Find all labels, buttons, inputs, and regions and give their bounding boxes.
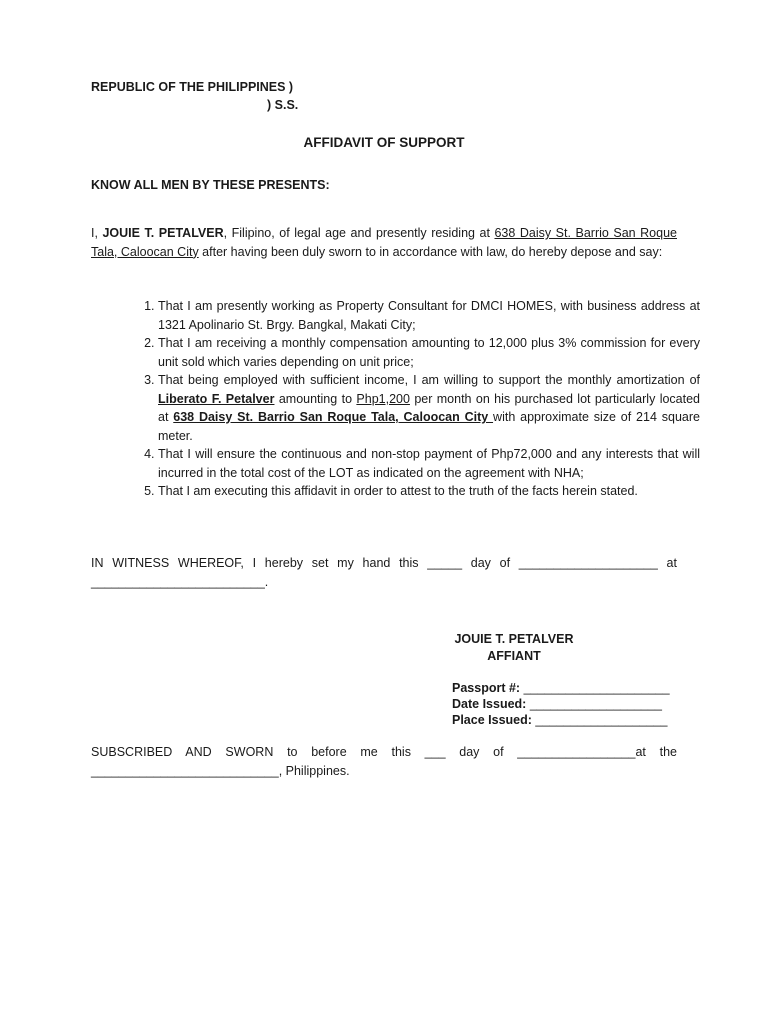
jurat-line-1: SUBSCRIBED AND SWORN to before me this ___ day of _________________at the: [91, 745, 677, 759]
header-ss: ) S.S.: [267, 98, 299, 112]
passport-row: [452, 681, 670, 695]
witness-line-1: IN WITNESS WHEREOF, I hereby set my hand this _____ day of ____________________ at: [91, 556, 677, 570]
date-issued-row: [452, 697, 662, 711]
amortization-amount: Php1,200: [356, 391, 410, 406]
statement-item-3-text: with approximate size of 214 square meter.: [158, 410, 700, 443]
affiant-name: JOUIE T. PETALVER: [102, 226, 224, 240]
intro-text-2: after having been duly sworn to in accordance with law, do hereby depose and say:: [198, 244, 663, 259]
lot-location: 638 Daisy St. Barrio San Roque Tala, Caloocan City: [173, 410, 494, 424]
statement-item-3-text: That being employed with sufficient income, I am willing to support the monthly amortization of: [158, 373, 700, 387]
statement-item-3-text: amounting to: [274, 391, 357, 406]
date-issued-blank: ___________________: [529, 697, 662, 711]
place-issued-label: Place Issued:: [452, 713, 536, 727]
statement-item-2-text: That I am receiving a monthly compensation amounting to 12,000 plus 3% commission for every unit sold which varies depending on unit price;: [158, 336, 700, 369]
signatory-role: AFFIANT: [487, 649, 541, 663]
preamble: KNOW ALL MEN BY THESE PRESENTS:: [91, 178, 330, 192]
header-republic: REPUBLIC OF THE PHILIPPINES ): [91, 80, 294, 94]
passport-blank: _____________________: [523, 681, 670, 695]
intro-paragraph: [91, 224, 677, 261]
intro-prefix: I,: [91, 226, 103, 240]
intro-text-1: , Filipino, of legal age and presently residing at: [223, 226, 495, 240]
document-title: AFFIDAVIT OF SUPPORT: [303, 135, 465, 150]
place-issued-row: [452, 713, 667, 727]
witness-line-2: _________________________.: [91, 575, 269, 589]
beneficiary-name: Liberato F. Petalver: [158, 391, 275, 406]
statement-item-4-text: That I will ensure the continuous and non-stop payment of Php72,000 and any interests that will incurred in the total cost of the LOT as indicated on the agreement with NHA;: [158, 447, 700, 480]
statement-item: [158, 371, 700, 445]
statement-list: [135, 297, 700, 501]
statement-item: [158, 334, 700, 371]
statement-item-1-text: That I am presently working as Property Consultant for DMCI HOMES, with business address at 1321 Apolinario St. Brgy. Bangkal, Makati City;: [158, 299, 700, 332]
statement-item-3-text: per month on his purchased lot particularly located at: [158, 391, 701, 424]
residence-address: 638 Daisy St. Barrio San Roque Tala, Caloocan City: [91, 226, 677, 259]
place-issued-blank: ___________________: [535, 713, 668, 727]
statement-item: [158, 482, 700, 501]
passport-label: Passport #:: [452, 681, 524, 695]
signatory-name: JOUIE T. PETALVER: [454, 632, 574, 646]
date-issued-label: Date Issued:: [452, 697, 530, 711]
statement-item: [158, 445, 700, 482]
statement-item-5-text: That I am executing this affidavit in order to attest to the truth of the facts herein stated.: [158, 484, 638, 498]
statement-item: [158, 297, 700, 334]
jurat-line-2: ___________________________, Philippines.: [91, 764, 350, 778]
